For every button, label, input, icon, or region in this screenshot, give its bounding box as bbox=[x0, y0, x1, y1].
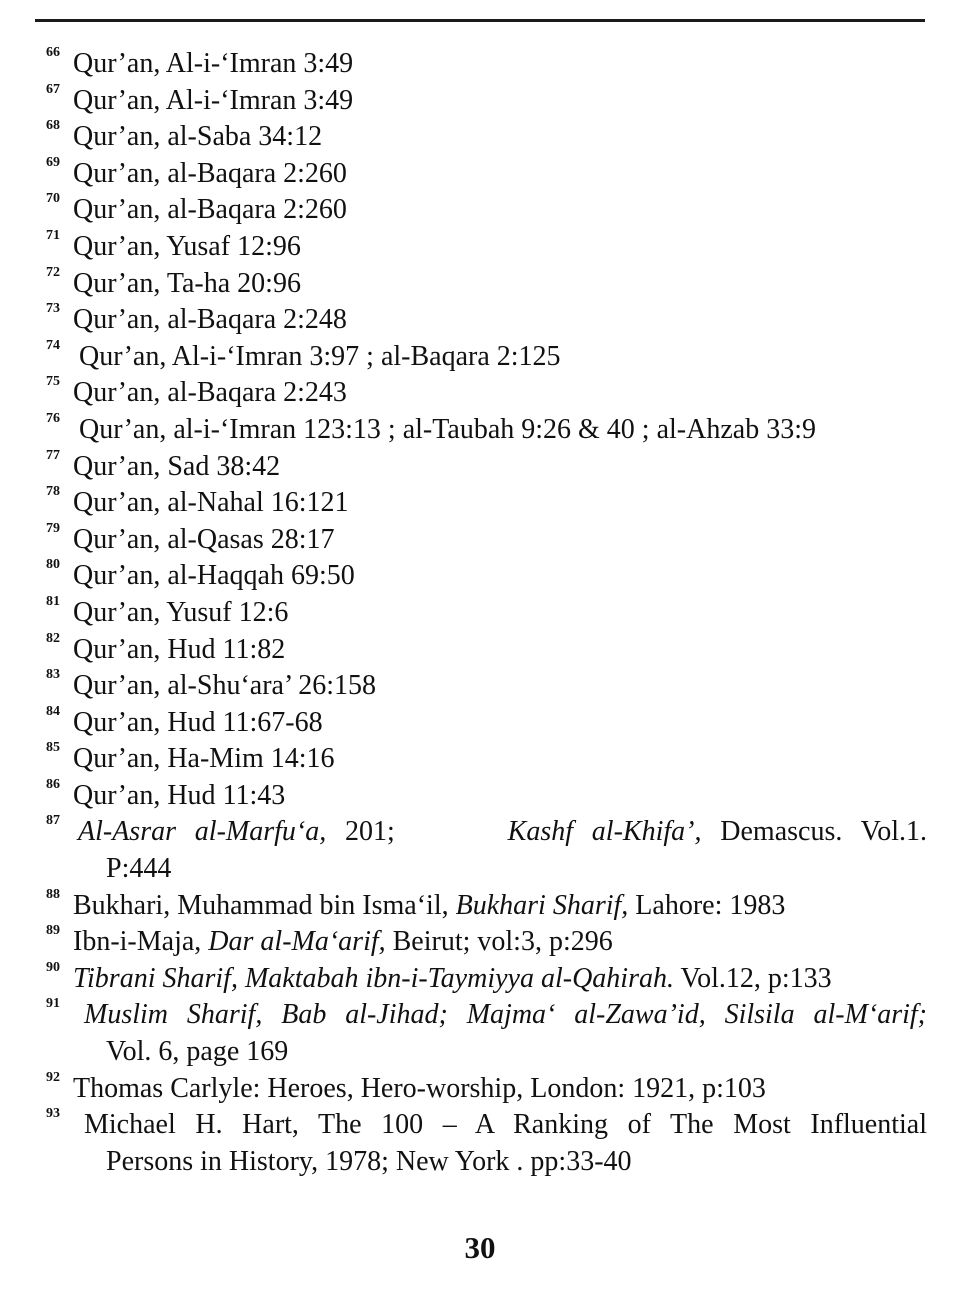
footnote-number: 70 bbox=[46, 191, 60, 207]
footnote-79 bbox=[46, 522, 931, 559]
footnote-text: Qur’an, Yusaf 12:96 bbox=[73, 230, 301, 262]
footnote-71 bbox=[46, 229, 931, 266]
footnote-text: Qur’an, al-Haqqah 69:50 bbox=[73, 560, 355, 592]
author: Bukhari, Muhammad bin Isma‘il, bbox=[73, 889, 456, 921]
footnote-72 bbox=[46, 266, 931, 303]
publisher-info: Beirut; vol:3, p:296 bbox=[385, 926, 613, 958]
footnote-number: 89 bbox=[46, 923, 60, 939]
footnote-90 bbox=[46, 961, 931, 998]
footnote-number: 90 bbox=[46, 959, 60, 975]
footnote-number: 72 bbox=[46, 264, 60, 280]
footnote-text: Qur’an, Yusuf 12:6 bbox=[73, 596, 289, 628]
footnote-86 bbox=[46, 778, 931, 815]
author: Ibn-i-Maja, bbox=[73, 926, 209, 958]
footnote-text bbox=[78, 814, 928, 887]
footnote-text: Qur’an, Al-i-‘Imran 3:97 ; al-Baqara 2:125 bbox=[79, 340, 561, 372]
footnote-93 bbox=[46, 1107, 931, 1180]
footnote-85 bbox=[46, 741, 931, 778]
footnote-number: 67 bbox=[46, 81, 60, 97]
footnote-number: 91 bbox=[46, 996, 60, 1012]
footnote-number: 68 bbox=[46, 118, 60, 134]
footnote-number: 71 bbox=[46, 227, 60, 243]
footnote-text: Qur’an, Hud 11:43 bbox=[73, 779, 286, 811]
footnote-number: 83 bbox=[46, 667, 60, 683]
footnote-78 bbox=[46, 485, 931, 522]
footnote-text: Qur’an, Ha-Mim 14:16 bbox=[73, 743, 335, 775]
publisher-info: Demascus. Vol.1. bbox=[701, 816, 928, 848]
footnote-text: Qur’an, al-Baqara 2:260 bbox=[73, 157, 347, 189]
source-title: Dar al-Ma‘arif, bbox=[208, 926, 386, 958]
footnote-66 bbox=[46, 46, 931, 83]
footnote-number: 73 bbox=[46, 301, 60, 317]
continuation: P:444 bbox=[106, 853, 172, 885]
footnote-number: 79 bbox=[46, 520, 60, 536]
page-ref: 201; bbox=[326, 816, 395, 848]
footnote-number: 85 bbox=[46, 740, 60, 756]
footnote-text bbox=[73, 961, 832, 998]
footnote-68 bbox=[46, 119, 931, 156]
footnote-75 bbox=[46, 375, 931, 412]
footnote-line: Michael H. Hart, The 100 – A Ranking of The Most Influential bbox=[84, 1109, 927, 1141]
footnote-87 bbox=[46, 814, 931, 887]
footnote-73 bbox=[46, 302, 931, 339]
footnote-76 bbox=[46, 412, 931, 449]
page-number: 30 bbox=[464, 1230, 496, 1265]
footnote-83 bbox=[46, 668, 931, 705]
footnote-number: 88 bbox=[46, 886, 60, 902]
footnote-text bbox=[84, 997, 927, 1070]
source-title: Al-Asrar al-Marfu‘a, bbox=[78, 816, 327, 848]
top-rule bbox=[35, 19, 925, 22]
footnote-number: 69 bbox=[46, 154, 60, 170]
footnote-text: Qur’an, al-Nahal 16:121 bbox=[73, 487, 349, 519]
footnote-text: Qur’an, Hud 11:67-68 bbox=[73, 706, 323, 738]
footnote-text: Qur’an, al-Baqara 2:260 bbox=[73, 194, 347, 226]
footnote-number: 76 bbox=[46, 410, 60, 426]
footnote-text bbox=[73, 888, 785, 925]
source-title: Tibrani Sharif, Maktabah ibn-i-Taymiyya al-Qahirah. bbox=[73, 962, 674, 994]
footnote-text: Qur’an, Al-i-‘Imran 3:49 bbox=[73, 84, 354, 116]
footnote-number: 78 bbox=[46, 484, 60, 500]
footnote-number: 75 bbox=[46, 374, 60, 390]
footnote-text: Qur’an, al-i-‘Imran 123:13 ; al-Taubah 9:26 & 40 ; al-Ahzab 33:9 bbox=[79, 413, 816, 445]
footnote-number: 77 bbox=[46, 447, 60, 463]
publisher-info: Lahore: 1983 bbox=[628, 889, 786, 921]
footnote-77 bbox=[46, 449, 931, 486]
footnote-92 bbox=[46, 1071, 931, 1108]
footnote-81 bbox=[46, 595, 931, 632]
source-title: Muslim Sharif, Bab al-Jihad; Majma‘ al-Zawa’id, Silsila al-M‘arif; bbox=[84, 999, 927, 1031]
publisher-info: Vol.12, p:133 bbox=[673, 962, 832, 994]
footnote-number: 82 bbox=[46, 630, 60, 646]
footnote-91 bbox=[46, 997, 931, 1070]
footnote-number: 87 bbox=[46, 813, 60, 829]
footnote-89 bbox=[46, 924, 931, 961]
footnote-text: Qur’an, al-Baqara 2:243 bbox=[73, 377, 347, 409]
continuation: Persons in History, 1978; New York . pp:33-40 bbox=[106, 1145, 632, 1177]
footnote-text: Thomas Carlyle: Heroes, Hero-worship, London: 1921, p:103 bbox=[73, 1072, 766, 1104]
source-title: Bukhari Sharif, bbox=[455, 889, 629, 921]
footnote-69 bbox=[46, 156, 931, 193]
footnote-number: 74 bbox=[46, 337, 60, 353]
footnote-number: 92 bbox=[46, 1069, 60, 1085]
footnote-84 bbox=[46, 705, 931, 742]
footnotes-list bbox=[46, 46, 931, 1180]
footnote-number: 93 bbox=[46, 1106, 60, 1122]
footnote-text bbox=[73, 924, 613, 961]
footnote-74 bbox=[46, 339, 931, 376]
footnote-text: Qur’an, al-Qasas 28:17 bbox=[73, 523, 335, 555]
footnote-text: Qur’an, al-Saba 34:12 bbox=[73, 121, 323, 153]
footnote-text bbox=[84, 1107, 927, 1180]
footnote-82 bbox=[46, 632, 931, 669]
footnote-text: Qur’an, al-Baqara 2:248 bbox=[73, 304, 347, 336]
footnote-number: 84 bbox=[46, 703, 60, 719]
continuation: Vol. 6, page 169 bbox=[106, 1036, 289, 1068]
footnote-text: Qur’an, Ta-ha 20:96 bbox=[73, 267, 301, 299]
footnote-80 bbox=[46, 558, 931, 595]
source-title: Kashf al-Khifa’, bbox=[507, 816, 702, 848]
footnote-number: 66 bbox=[46, 45, 60, 60]
footnote-70 bbox=[46, 192, 931, 229]
footnote-number: 86 bbox=[46, 776, 60, 792]
footnote-text: Qur’an, Al-i-‘Imran 3:49 bbox=[73, 48, 354, 79]
footnote-number: 81 bbox=[46, 593, 60, 609]
footnote-67 bbox=[46, 83, 931, 120]
footnote-text: Qur’an, Hud 11:82 bbox=[73, 633, 286, 665]
footnote-number: 80 bbox=[46, 557, 60, 573]
footnote-text: Qur’an, Sad 38:42 bbox=[73, 450, 281, 482]
footnote-88 bbox=[46, 888, 931, 925]
footnote-text: Qur’an, al-Shu‘ara’ 26:158 bbox=[73, 670, 376, 702]
